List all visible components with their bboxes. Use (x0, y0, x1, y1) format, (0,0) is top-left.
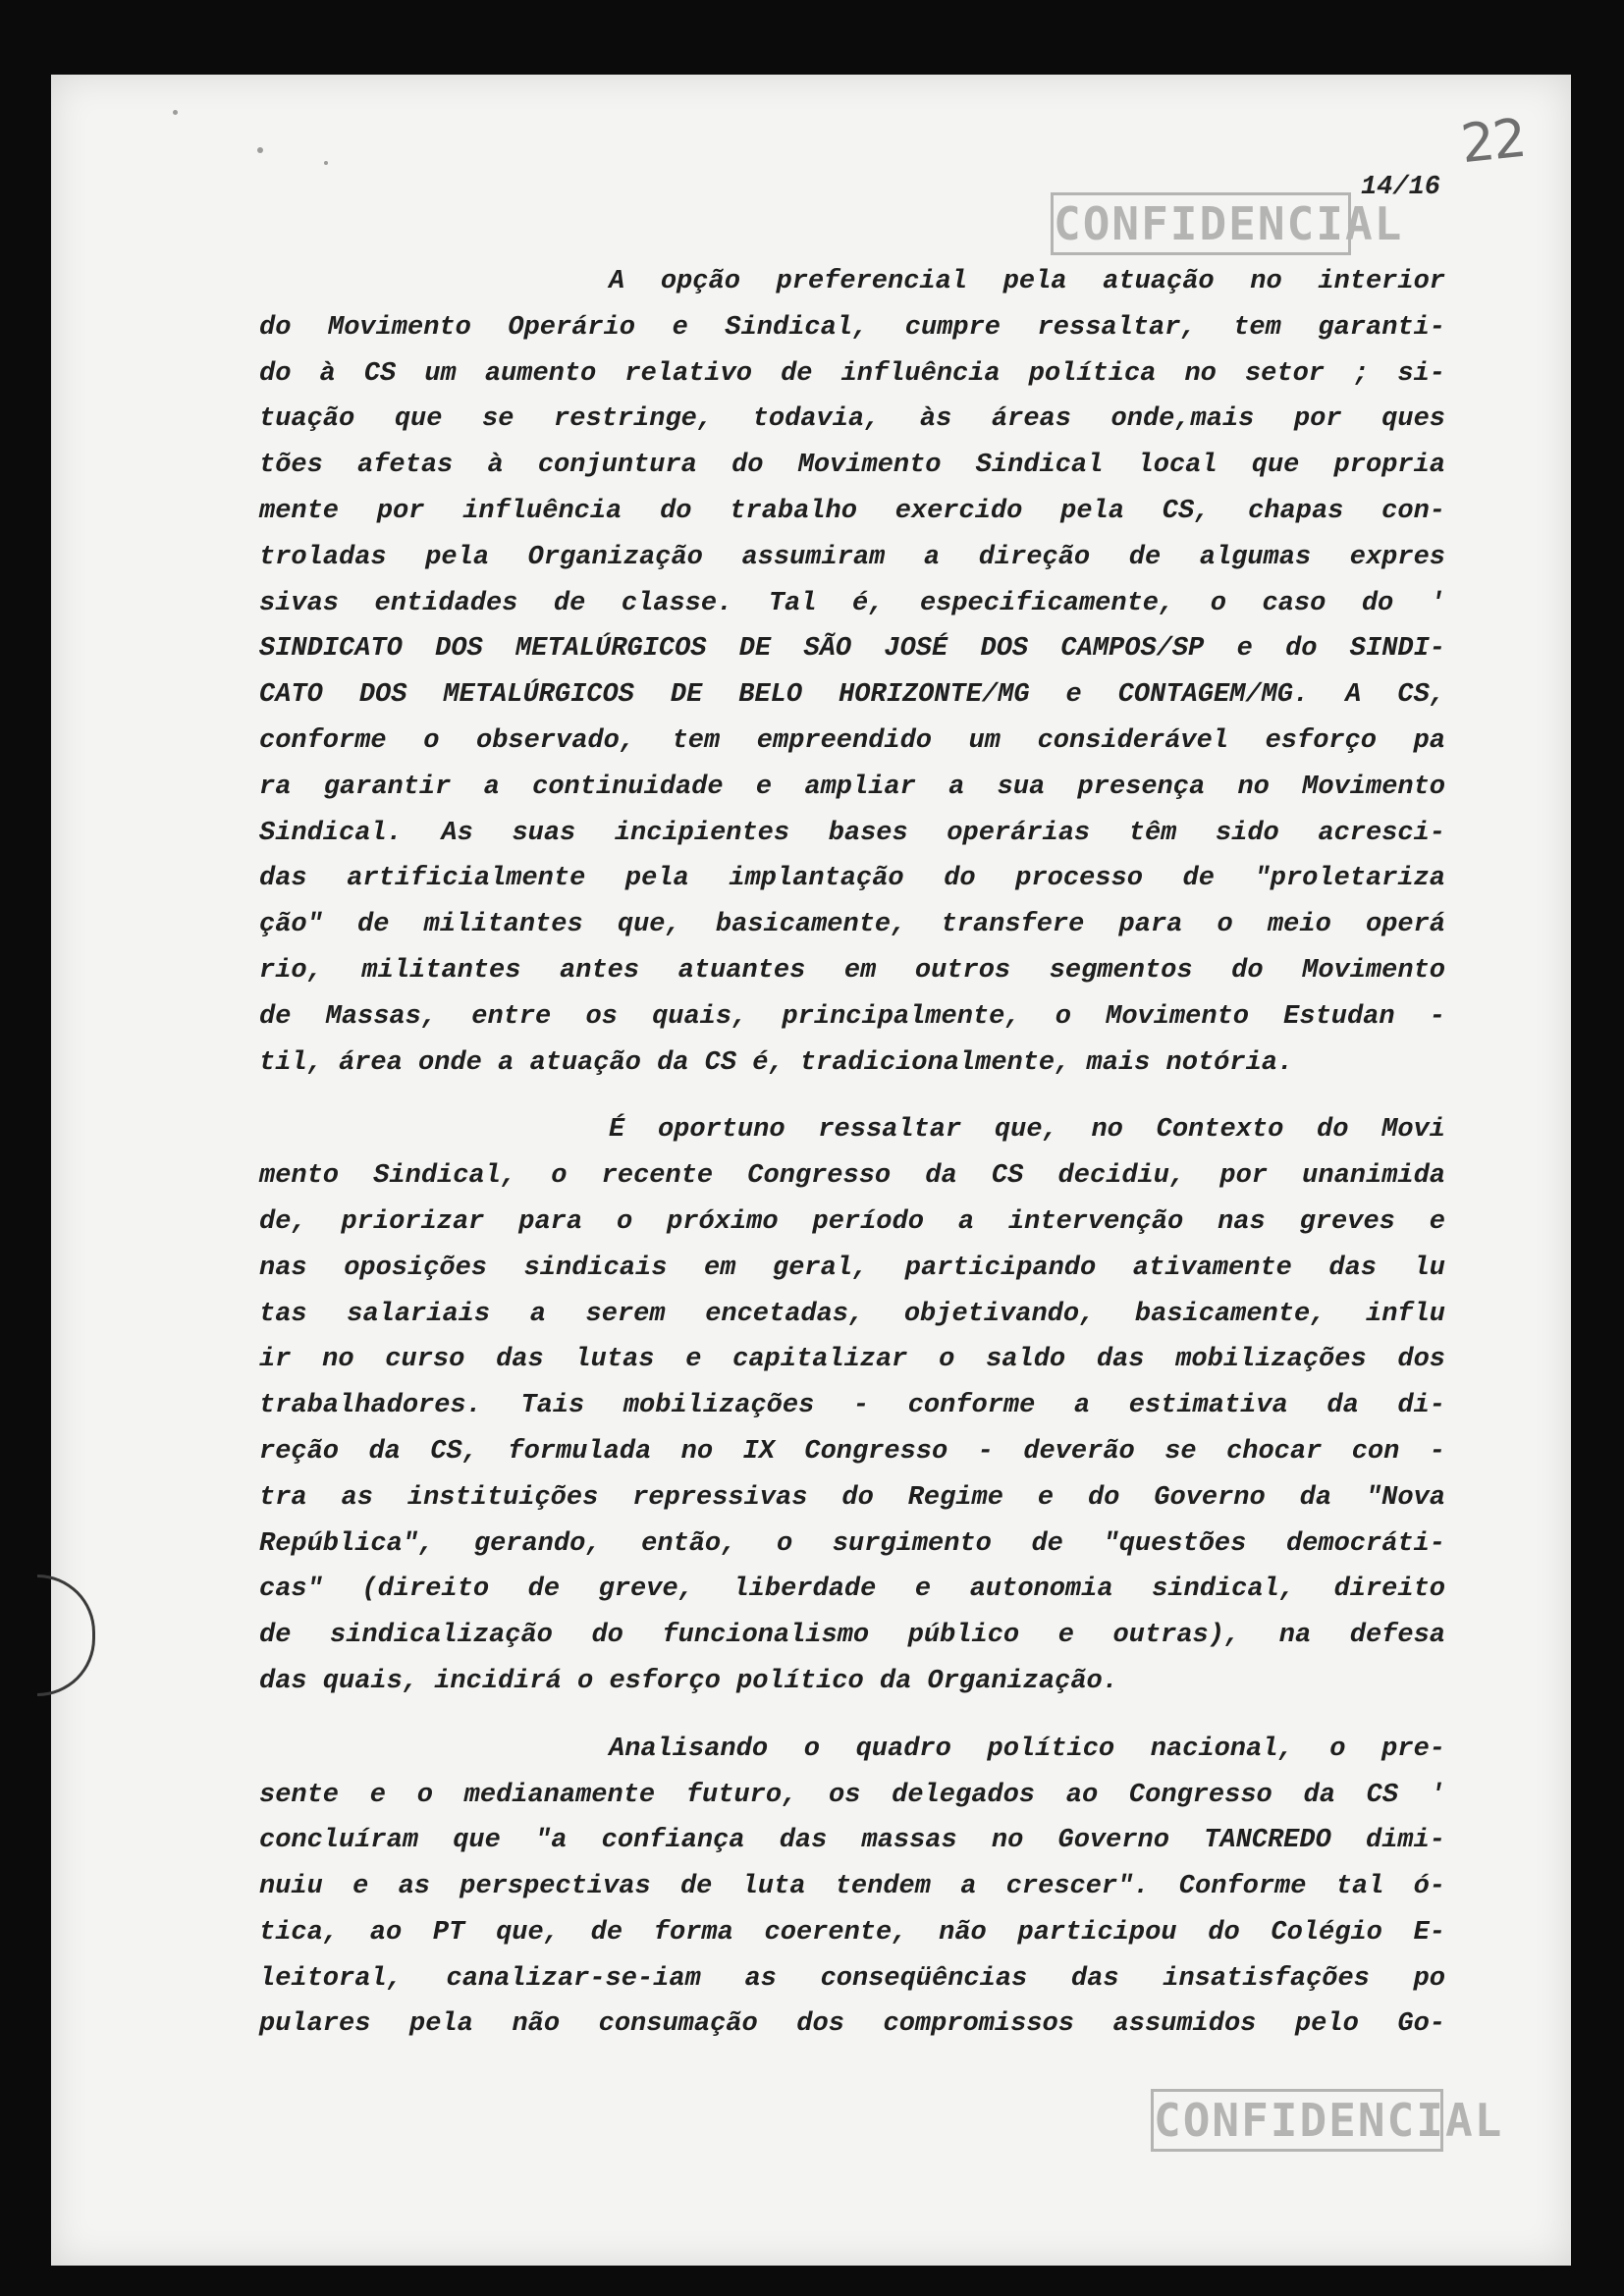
text-line: República", gerando, então, o surgimento de "questões democráti- (259, 1528, 1445, 1559)
text-line: É oportuno ressaltar que, no Contexto do Movi (609, 1115, 1445, 1146)
text-line: cas" (direito de greve, liberdade e autonomia sindical, direito (259, 1575, 1445, 1605)
paragraph (259, 259, 1445, 1086)
text-line: sivas entidades de classe. Tal é, especificamente, o caso do ' (259, 588, 1445, 618)
text-line: Analisando o quadro político nacional, o pre- (609, 1734, 1445, 1764)
dust-speck (173, 110, 178, 115)
text-line: leitoral, canalizar-se-iam as conseqüências das insatisfações po (259, 1963, 1445, 1994)
text-line: mento Sindical, o recente Congresso da CS decidiu, por unanimida (259, 1161, 1445, 1192)
punch-hole-mark (37, 1575, 95, 1696)
text-line: rio, militantes antes atuantes em outros segmentos do Movimento (259, 955, 1445, 986)
page-number: 14/16 (1361, 173, 1441, 202)
text-line: sente e o medianamente futuro, os delegados ao Congresso da CS ' (259, 1780, 1445, 1810)
document-body (259, 259, 1445, 2048)
text-line: A opção preferencial pela atuação no interior (609, 267, 1445, 296)
text-line: tas salariais a serem encetadas, objetivando, basicamente, influ (259, 1299, 1445, 1329)
text-line: das artificialmente pela implantação do processo de "proletariza (259, 864, 1445, 894)
text-line: do à CS um aumento relativo de influência política no setor ; si- (259, 358, 1445, 389)
paragraph-gap (259, 1705, 1445, 1727)
text-line: ir no curso das lutas e capitalizar o saldo das mobilizações dos (259, 1345, 1445, 1375)
paragraph (259, 1727, 1445, 2049)
text-line: tra as instituições repressivas do Regime e do Governo da "Nova (259, 1482, 1445, 1513)
text-line: SINDICATO DOS METALÚRGICOS DE SÃO JOSÉ DOS CAMPOS/SP e do SINDI- (259, 634, 1445, 665)
text-line: de, priorizar para o próximo período a intervenção nas greves e (259, 1206, 1445, 1237)
text-line: tica, ao PT que, de forma coerente, não participou do Colégio E- (259, 1917, 1445, 1948)
handwritten-page-number: 22 (1457, 106, 1528, 176)
text-line: mente por influência do trabalho exercido pela CS, chapas con- (259, 496, 1445, 526)
text-line: nuiu e as perspectivas de luta tendem a crescer". Conforme tal ó- (259, 1872, 1445, 1902)
text-line: trabalhadores. Tais mobilizações - conforme a estimativa da di- (259, 1391, 1445, 1421)
confidential-stamp-top: CONFIDENCIAL (1051, 192, 1351, 255)
text-line: de sindicalização do funcionalismo público e outras), na defesa (259, 1621, 1445, 1651)
paragraph (259, 1107, 1445, 1704)
text-line: ção" de militantes que, basicamente, transfere para o meio operá (259, 910, 1445, 940)
text-line: Sindical. As suas incipientes bases operárias têm sido acresci- (259, 818, 1445, 848)
dust-speck (324, 161, 328, 165)
paragraph-gap (259, 1086, 1445, 1107)
text-line: concluíram que "a confiança das massas no Governo TANCREDO dimi- (259, 1826, 1445, 1856)
confidential-stamp-bottom: CONFIDENCIAL (1151, 2089, 1443, 2152)
text-line: til, área onde a atuação da CS é, tradicionalmente, mais notória. (259, 1047, 1294, 1078)
text-line: ra garantir a continuidade e ampliar a sua presença no Movimento (259, 772, 1445, 802)
text-line: reção da CS, formulada no IX Congresso - deverão se chocar con - (259, 1436, 1445, 1467)
text-line: nas oposições sindicais em geral, participando ativamente das lu (259, 1253, 1445, 1283)
text-line: tuação que se restringe, todavia, às áreas onde,mais por ques (259, 404, 1445, 435)
text-line: troladas pela Organização assumiram a direção de algumas expres (259, 542, 1445, 572)
text-line: das quais, incidirá o esforço político da Organização. (259, 1666, 1118, 1696)
text-line: tões afetas à conjuntura do Movimento Sindical local que propria (259, 451, 1445, 481)
text-line: de Massas, entre os quais, principalmente, o Movimento Estudan - (259, 1001, 1445, 1032)
text-line: conforme o observado, tem empreendido um considerável esforço pa (259, 725, 1445, 756)
dust-speck (257, 147, 263, 153)
text-line: do Movimento Operário e Sindical, cumpre ressaltar, tem garanti- (259, 312, 1445, 343)
text-line: pulares pela não consumação dos compromissos assumidos pelo Go- (259, 2009, 1445, 2040)
text-line: CATO DOS METALÚRGICOS DE BELO HORIZONTE/MG e CONTAGEM/MG. A CS, (259, 680, 1445, 711)
